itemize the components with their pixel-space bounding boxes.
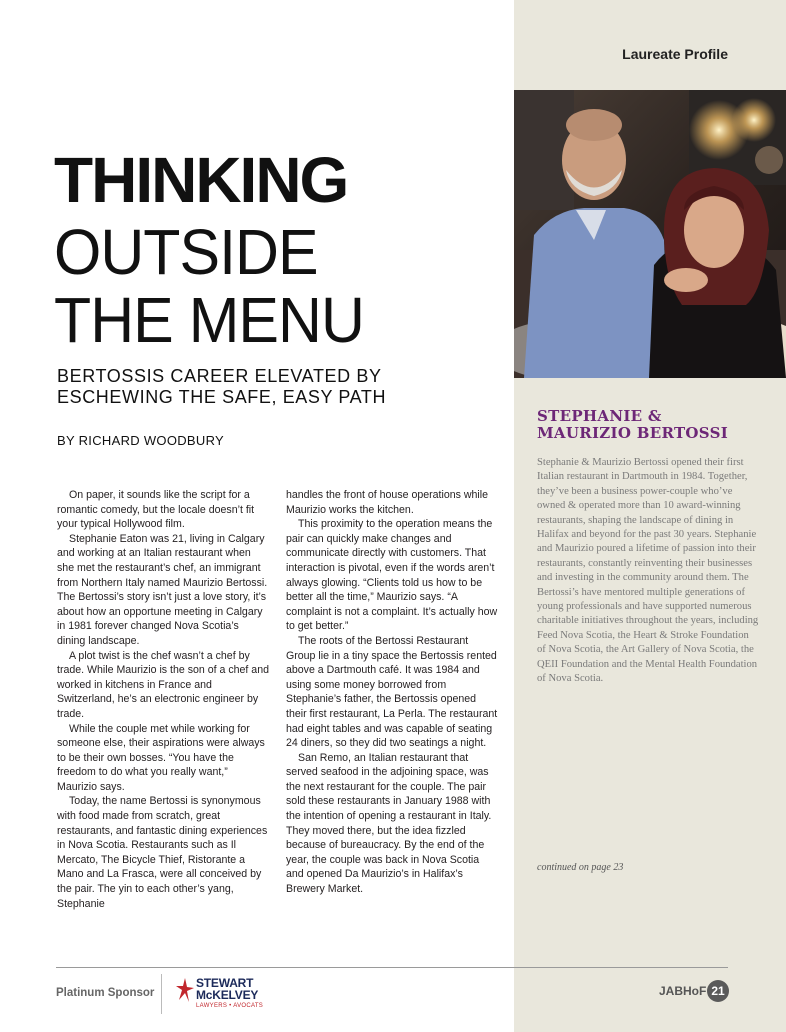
subtitle-line-2: ESCHEWING THE SAFE, EASY PATH [57,387,387,407]
paragraph: handles the front of house operations while Maurizio works the kitchen. [286,489,489,516]
logo-text-line-2: McKELVEY [196,988,259,1002]
continued-note: continued on page 23 [537,862,624,873]
sidebar-body [537,456,759,687]
publication-name: JABHoF [659,984,707,998]
article-column-1 [57,488,269,911]
subtitle-line-1: BERTOSSIS CAREER ELEVATED BY [57,366,382,386]
paragraph: A plot twist is the chef wasn’t a chef by trade. While Maurizio is the son of a chef and worked in kitchens in France and Switzerland, he’s an electronic engineer by trade. [57,649,269,720]
page-number: 21 [707,980,729,1002]
section-label: Laureate Profile [622,46,728,62]
title-line-1: THINKING [54,144,348,216]
paragraph: While the couple met while working for someone else, their aspirations were always to be their own bosses. “You have the freedom to do what you really want,” Maurizio says. [57,722,265,793]
article-column-2 [286,488,498,897]
paragraph: Stephanie Eaton was 21, living in Calgary and working at an Italian restaurant when she met the restaurant’s chef, an immigrant from Northern Italy named Maurizio Bertossi. The Bertossi’s story isn’t just a love story, it’s about how an opportune meeting in Calgary in 1981 forever changed Nova Scotia’s dining landscape. [57,532,268,647]
sponsor-divider [161,974,162,1014]
portrait-illustration [514,90,786,378]
subtitle [57,366,497,408]
paragraph: Today, the name Bertossi is synonymous with food made from scratch, great restaurants, and fantastic dining experiences in Nova Scotia. Restaurants such as Il Mercato, The Bicycle Thief, Ristorante a Mano and La Frasca, were all conceived by the pair. The yin to each other’s yang, Stephanie [57,795,268,910]
byline: BY RICHARD WOODBURY [57,433,225,448]
sponsor-label: Platinum Sponsor [56,987,155,999]
sponsor-logo [176,976,276,1018]
paragraph: This proximity to the operation means the pair can quickly make changes and communicate directly with customers. That interaction is pivotal, even if the words aren’t always glowing. “Clients told us how to be better all the time,” Maurizio says. “A complaint is not a complaint. It’s actually how to get better.” [286,518,498,633]
paragraph: San Remo, an Italian restaurant that served seafood in the adjoining space, was the next restaurant for the couple. The pair sold these restaurants in January 1988 with the intention of opening a restaurant in Italy. They moved there, but the idea fizzled because of bureaucracy. By the end of the year, the couple was back in Nova Scotia and opened Da Maurizio’s in Halifax’s Brewery Market. [286,751,492,896]
footer-divider [56,967,728,968]
sidebar-paragraph: Stephanie & Maurizio Bertossi opened their first Italian restaurant in Dartmouth in 1984. Together, they’ve been a business power-couple who’ve owned & operated more than 10 award-winning restaurants, shaping the landscape of dining in Halifax and beyond for the past 30 years. Stephanie and Maurizio poured a lifetime of passion into their restaurants, constantly reinventing their businesses and investing in the community around them. The Bertossi’s have mentored multiple generations of young professionals and have supported numerous charitable initiatives throughout the years, including Feed Nova Scotia, the Heart & Stroke Foundation of Nova Scotia, the Art Gallery of Nova Scotia, the QEII Foundation and the Mental Health Foundation of Nova Scotia. [537,457,759,685]
paragraph: The roots of the Bertossi Restaurant Group lie in a tiny space the Bertossis rented above a Dartmouth café. It was 1984 and using some money borrowed from Stephanie’s father, the Bertossis opened their first restaurant, La Perla. The restaurant had eight tables and was capable of seating 24 diners, so they did two seatings a night. [286,634,498,750]
title-line-2: OUTSIDE [54,216,318,288]
sidebar-heading [537,408,728,442]
logo-text-line-1: STEWART [196,976,254,990]
star-mark-icon [176,978,194,1002]
sidebar-heading-line-1: STEPHANIE & [537,407,662,425]
logo-text-line-3: LAWYERS • AVOCATS [196,1003,264,1009]
paragraph: On paper, it sounds like the script for a romantic comedy, but the locale doesn’t fit your typical Hollywood film. [57,489,255,531]
title-line-3: THE MENU [54,284,364,356]
portrait-photo [514,90,786,378]
sidebar-heading-line-2: MAURIZIO BERTOSSI [537,424,729,442]
